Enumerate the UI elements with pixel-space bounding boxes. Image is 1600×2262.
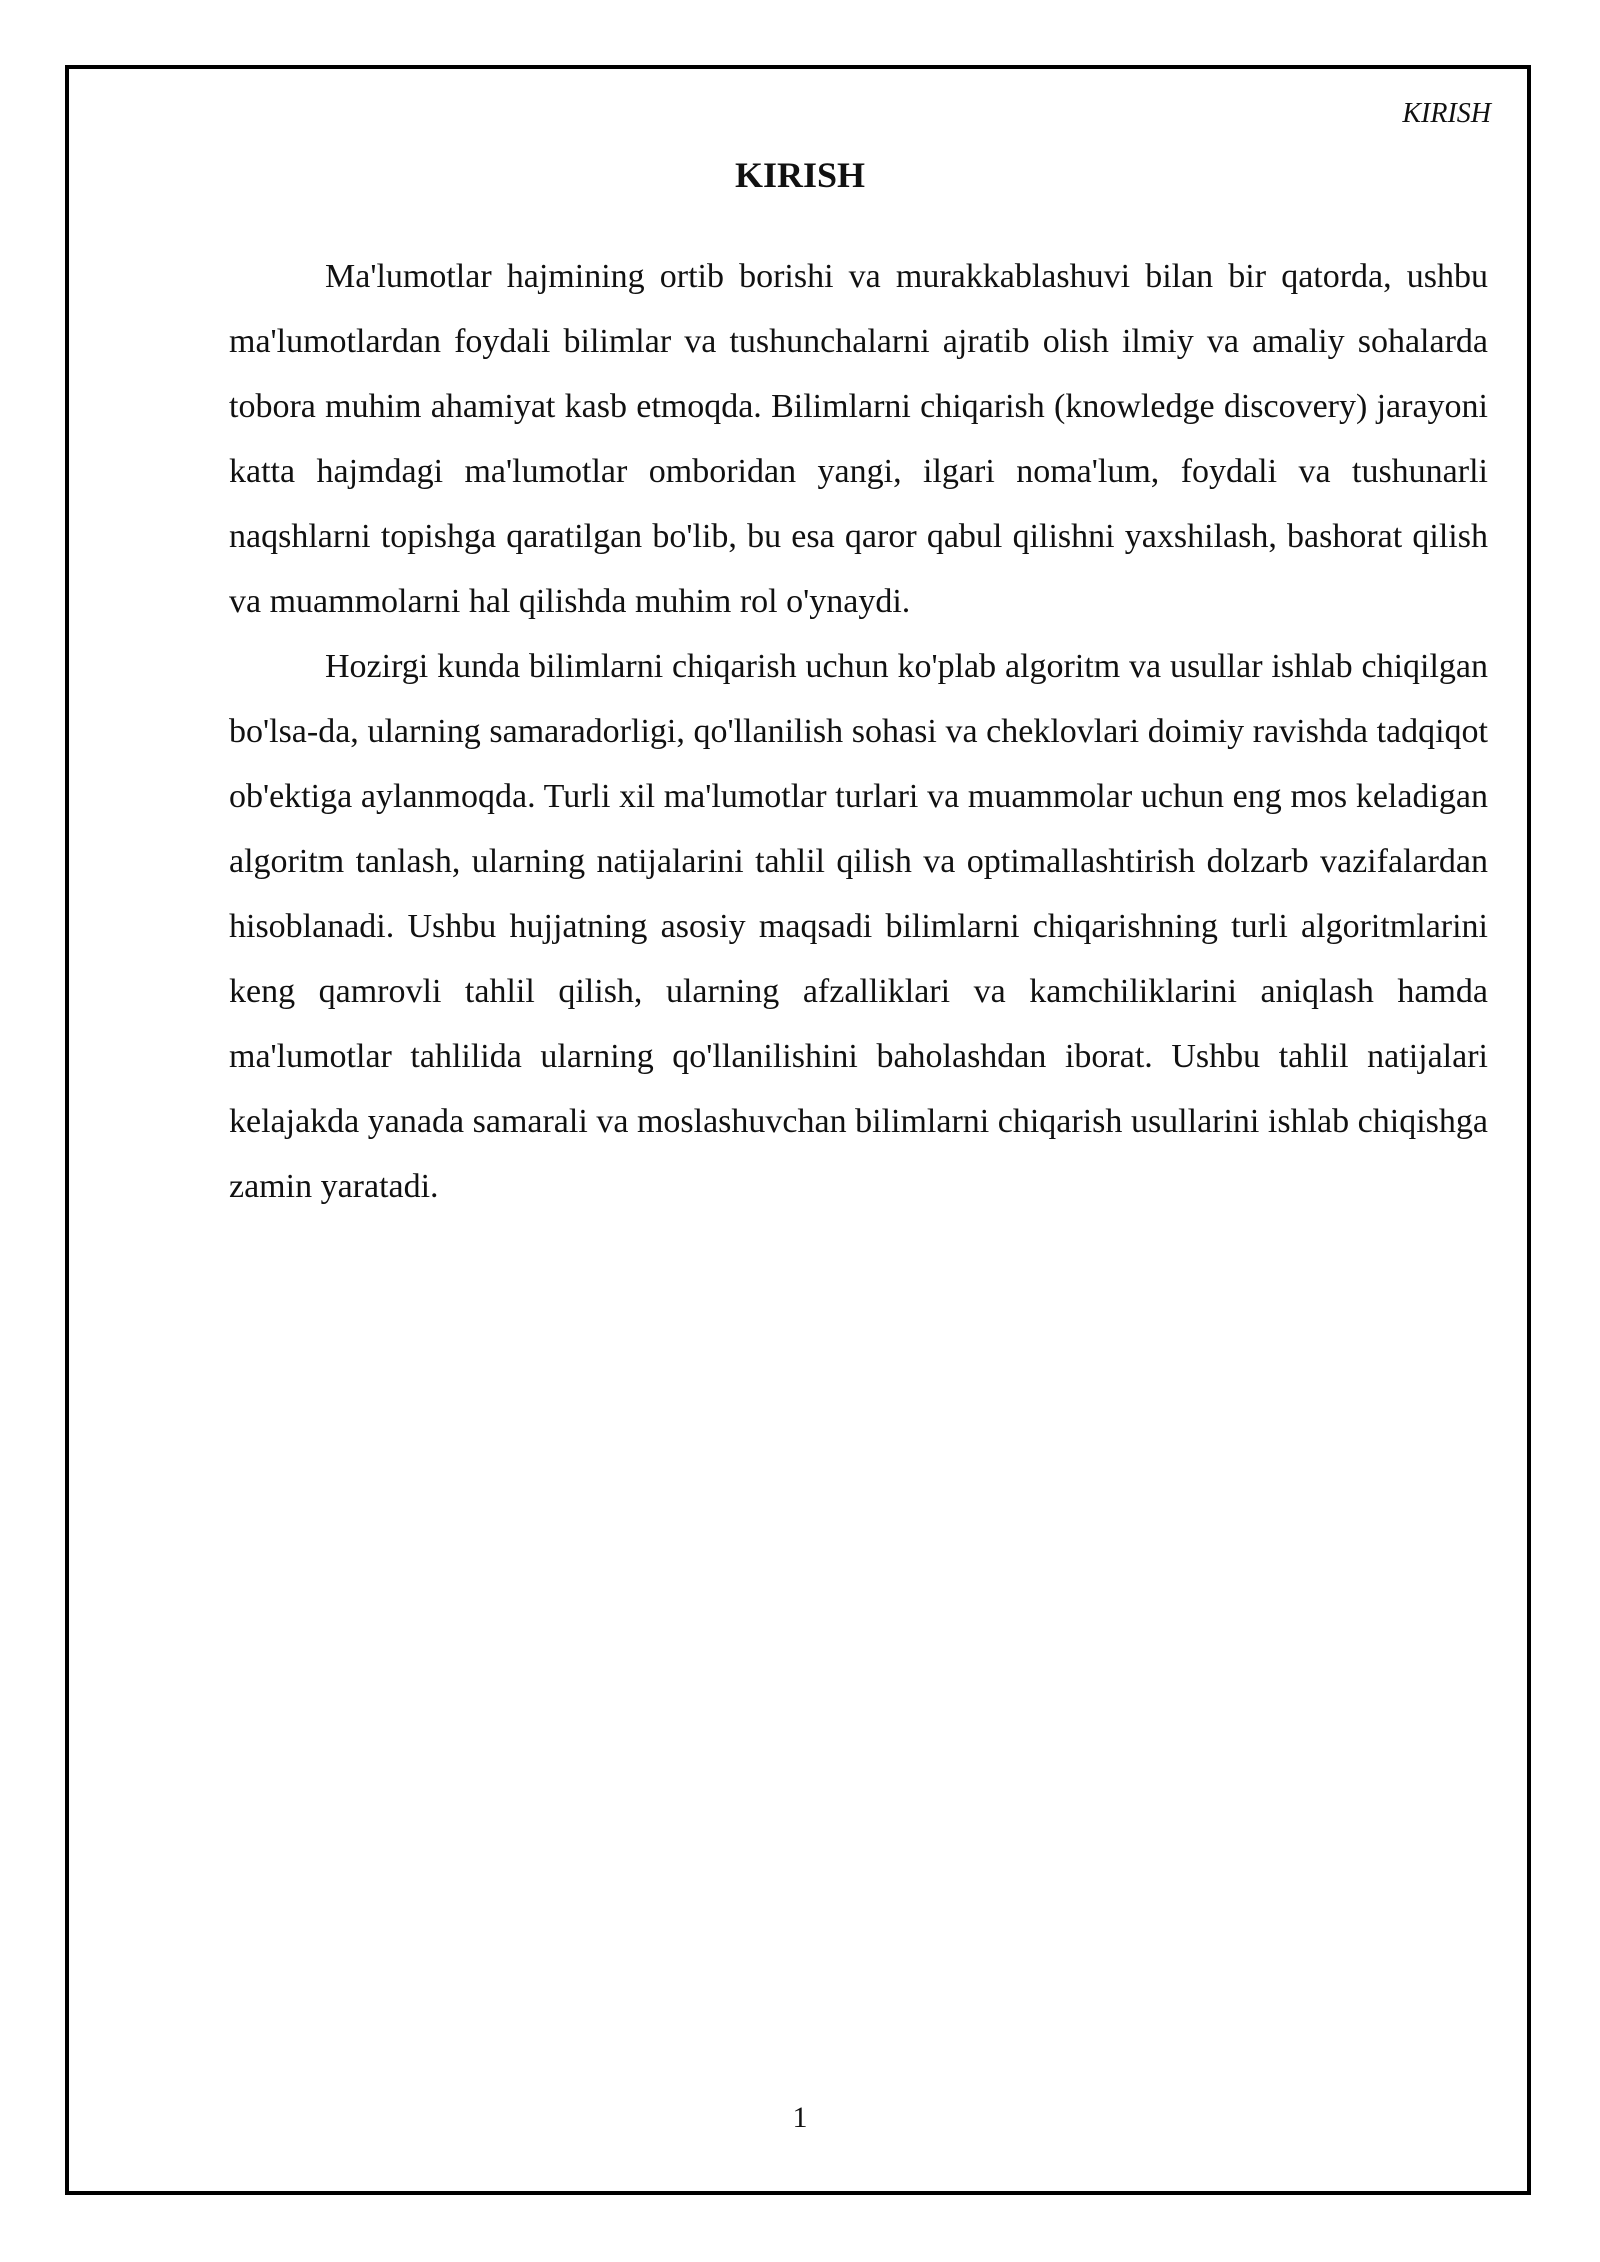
- page-title: KIRISH: [734, 155, 866, 195]
- paragraph: Ma'lumotlar hajmining ortib borishi va murakkablashuvi bilan bir qatorda, ushbu ma'lumotlardan foydali bilimlar va tushunchalarni ajratib olish ilmiy va amaliy sohalarda tobora muhim ahamiyat kasb etmoqda. Bilimlarni chiqarish (knowledge discovery) jarayoni katta hajmdagi ma'lumotlar omboridan yangi, ilgari noma'lum, foydali va tushunarli naqshlarni topishga qaratilgan bo'lib, bu esa qaror qabul qilishni yaxshilash, bashorat qilish va muammolarni hal qilishda muhim rol o'ynaydi.: [229, 258, 1488, 620]
- page-number: 1: [792, 2101, 808, 2134]
- running-header: KIRISH: [1402, 98, 1491, 129]
- body-text: [229, 244, 1488, 1219]
- paragraph: Hozirgi kunda bilimlarni chiqarish uchun ko'plab algoritm va usullar ishlab chiqilgan bo'lsa-da, ularning samaradorligi, qo'llanilish sohasi va cheklovlari doimiy ravishda tadqiqot ob'ektiga aylanmoqda. Turli xil ma'lumotlar turlari va muammolar uchun eng mos keladigan algoritm tanlash, ularning natijalarini tahlil qilish va optimallashtirish dolzarb vazifalardan hisoblanadi. Ushbu hujjatning asosiy maqsadi bilimlarni chiqarishning turli algoritmlarini keng qamrovli tahlil qilish, ularning afzalliklari va kamchiliklarini aniqlash hamda ma'lumotlar tahlilida ularning qo'llanilishini baholashdan iborat. Ushbu tahlil natijalari kelajakda yanada samarali va moslashuvchan bilimlarni chiqarish usullarini ishlab chiqishga zamin yaratadi.: [229, 648, 1488, 1205]
